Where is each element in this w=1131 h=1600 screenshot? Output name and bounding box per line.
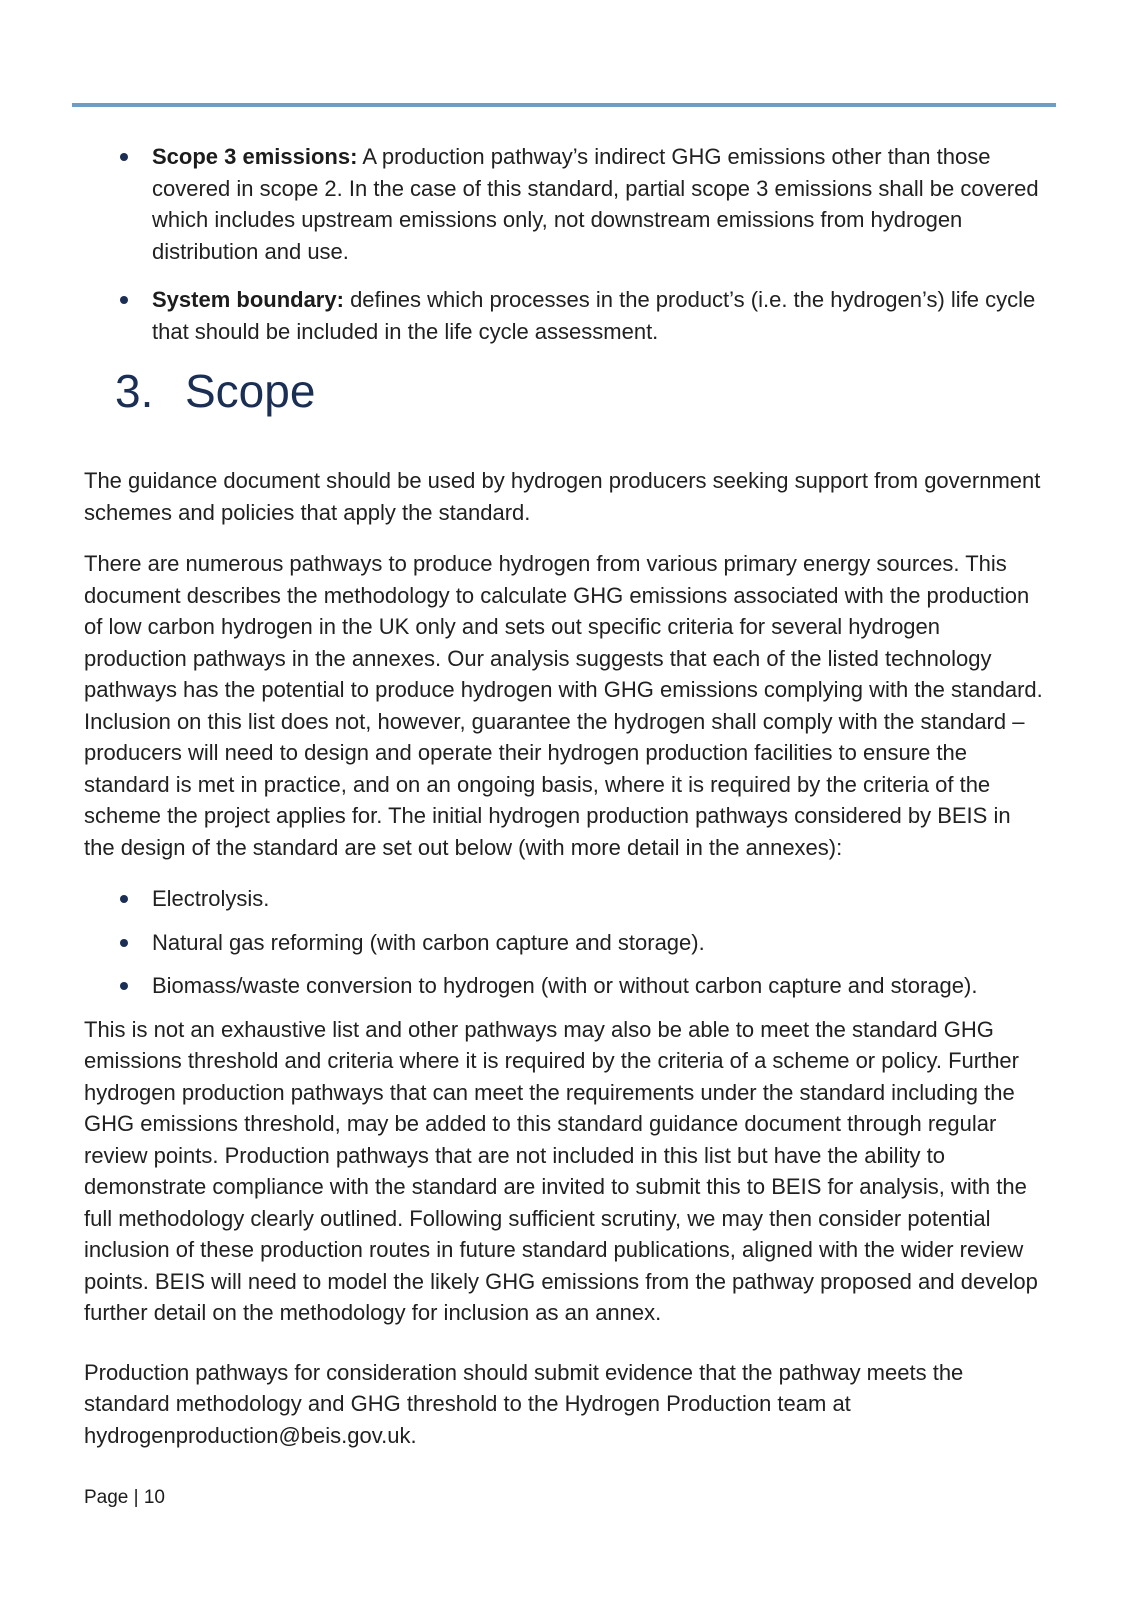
page-number-footer: Page | 10 [84,1487,166,1508]
paragraph-submission-contact: Production pathways for consideration should submit evidence that the pathway meets the standard methodology and GHG threshold to the Hydrogen Production team at hydrogenproduction@beis.gov.uk. [84,1359,964,1448]
page-content [0,103,1131,1451]
definition-text: defines which processes in the product’s (i.e. the hydrogen’s) life cycle that should be included in the life cycle assessment. [152,287,1036,344]
section-title: Scope [185,365,316,417]
definition-text: A production pathway’s indirect GHG emissions other than those covered in scope 2. In the case of this standard, partial scope 3 emissions shall be covered which includes upstream emissions only, not downstream emissions from hydrogen distribution and use. [152,144,1039,264]
paragraph-non-exhaustive-list: This is not an exhaustive list and other pathways may also be able to meet the standard GHG emissions threshold and criteria where it is required by the criteria of a scheme or policy. Further hydrogen production pathways that can meet the requirements under the standard including the GHG emissions threshold, may be added to this standard guidance document through regular review points. Production pathways that are not included in this list but have the ability to demonstrate compliance with the standard are invited to submit this to BEIS for analysis, with the full methodology clearly outlined. Following sufficient scrutiny, we may then consider potential inclusion of these production routes in future standard publications, aligned with the wider review points. BEIS will need to model the likely GHG emissions from the pathway proposed and develop further detail on the methodology for inclusion as an annex. [84,1016,1038,1326]
paragraph-intro: The guidance document should be used by hydrogen producers seeking support from government schemes and policies that apply the standard. [84,468,1041,525]
bullet-icon [120,296,128,304]
header-rule-divider [72,103,1056,107]
bullet-icon [120,895,128,903]
section-number: 3. [115,365,154,417]
list-item [84,284,1046,347]
pathway-text: Electrolysis. [152,886,270,912]
definition-term: System boundary: [152,287,344,312]
list-item [84,970,1046,1002]
bullet-icon [120,939,128,947]
pathway-text: Natural gas reforming (with carbon capture and storage). [152,929,705,955]
bullet-icon [120,982,128,990]
bullet-icon [120,153,128,161]
list-item [84,141,1046,267]
pathways-list [84,883,1046,1002]
pathway-text: Biomass/waste conversion to hydrogen (with or without carbon capture and storage). [152,973,978,999]
paragraph-pathways-overview: There are numerous pathways to produce hydrogen from various primary energy sources. This document describes the methodology to calculate GHG emissions associated with the production of low carbon hydrogen in the UK only and sets out specific criteria for several hydrogen production pathways in the annexes. Our analysis suggests that each of the listed technology pathways has the potential to produce hydrogen with GHG emissions complying with the standard. Inclusion on this list does not, however, guarantee the hydrogen shall comply with the standard – producers will need to design and operate their hydrogen production facilities to ensure the standard is met in practice, and on an ongoing basis, where it is required by the criteria of the scheme the project applies for. The initial hydrogen production pathways considered by BEIS in the design of the standard are set out below (with more detail in the annexes): [84,551,1043,860]
definitions-list [84,141,1046,347]
section-heading [84,364,1046,419]
definition-term: Scope 3 emissions: [152,144,358,169]
list-item [84,927,1046,959]
list-item [84,883,1046,915]
